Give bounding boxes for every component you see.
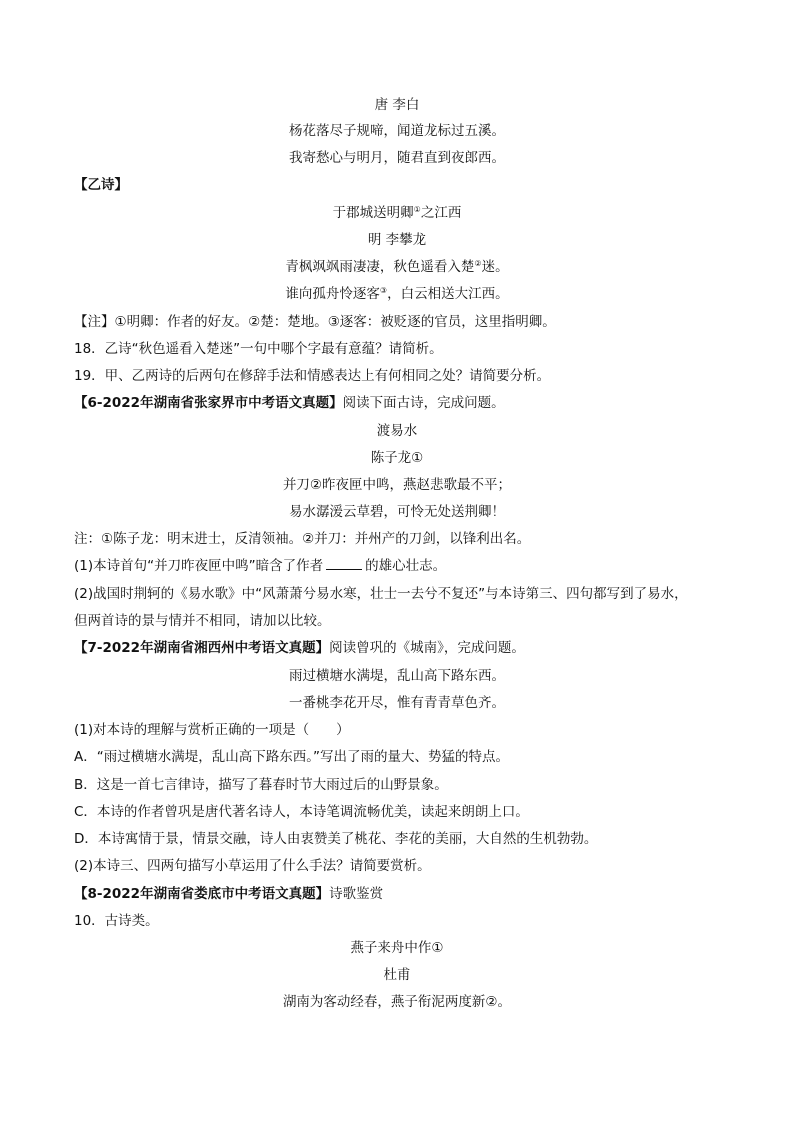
section-8-category: 10．古诗类。 (74, 913, 159, 929)
section-6-title: 渡易水 (376, 423, 418, 439)
poem-yi-author: 明 李攀龙 (367, 232, 427, 248)
poem-jia-line-2: 我寄愁心与明月，随君直到夜郎西。 (289, 150, 505, 166)
option-d: D．本诗寓情于景，情景交融，诗人由衷赞美了桃花、李花的美丽，大自然的生机勃勃。 (74, 831, 598, 847)
poem-jia-author: 唐 李白 (374, 97, 420, 113)
section-6-q2-line-2: 但两首诗的景与情并不相同，请加以比较。 (74, 613, 331, 629)
section-7-heading: 【7-2022年湖南省湘西州中考语文真题】阅读曾巩的《城南》，完成问题。 (74, 640, 525, 656)
poem-yi-line-1: 青枫飒飒雨凄凄，秋色遥看入楚②迷。 (285, 259, 509, 275)
option-c: C．本诗的作者曾巩是唐代著名诗人，本诗笔调流畅优美，读起来朗朗上口。 (74, 804, 529, 820)
option-b: B．这是一首七言律诗，描写了暮春时节大雨过后的山野景象。 (74, 777, 448, 793)
question-19: 19．甲、乙两诗的后两句在修辞手法和情感表达上有何相同之处？请简要分析。 (74, 368, 551, 384)
section-8-author: 杜甫 (383, 967, 411, 983)
footnote-marker: ① (413, 205, 421, 214)
section-7-line-1: 雨过横塘水满堤，乱山高下路东西。 (289, 668, 505, 684)
section-6-heading: 【6-2022年湖南省张家界市中考语文真题】阅读下面古诗，完成问题。 (74, 395, 505, 411)
section-6-line-2: 易水潺湲云草碧，可怜无处送荆卿！ (289, 504, 505, 520)
section-6-line-1: 并刀②昨夜匣中鸣，燕赵悲歌最不平； (282, 477, 512, 493)
poem-yi-title: 于郡城送明卿①之江西 (332, 205, 462, 221)
option-a: A．“雨过横塘水满堤，乱山高下路东西。”写出了雨的量大、势猛的特点。 (74, 749, 509, 765)
section-6-q2-line-1: (2)战国时荆轲的《易水歌》中“风萧萧兮易水寒，壮士一去兮不复还”与本诗第三、四句都写到了易水， (74, 586, 688, 602)
footnote-marker: ③ (379, 286, 388, 295)
section-6-q1: (1)本诗首句“并刀昨夜匣中鸣”暗含了作者 的雄心壮志。 (74, 558, 447, 574)
footnote-marker: ② (474, 259, 482, 268)
section-8-source: 【8-2022年湖南省娄底市中考语文真题】 (74, 886, 330, 902)
section-7-line-2: 一番桃李花开尽，惟有青青草色齐。 (289, 695, 505, 711)
section-7-source: 【7-2022年湖南省湘西州中考语文真题】 (74, 640, 330, 656)
poem-yi-note: 【注】①明卿：作者的好友。②楚：楚地。③逐客：被贬逐的官员，这里指明卿。 (74, 314, 556, 330)
answer-blank (326, 558, 362, 570)
section-7-q2: (2)本诗三、四两句描写小草运用了什么手法？请简要赏析。 (74, 858, 431, 874)
section-8-line-1: 湖南为客动经春，燕子衔泥两度新②。 (282, 994, 512, 1010)
poem-yi-label: 【乙诗】 (74, 177, 128, 193)
section-6-source: 【6-2022年湖南省张家界市中考语文真题】 (74, 395, 343, 411)
poem-jia-line-1: 杨花落尽子规啼，闻道龙标过五溪。 (289, 123, 505, 139)
section-7-q1: (1)对本诗的理解与赏析正确的一项是（ ） (74, 722, 350, 738)
section-8-heading: 【8-2022年湖南省娄底市中考语文真题】诗歌鉴赏 (74, 886, 384, 902)
section-8-title: 燕子来舟中作① (350, 940, 444, 956)
section-6-author: 陈子龙① (370, 450, 424, 466)
poem-yi-line-2: 谁向孤舟怜逐客③，白云相送大江西。 (285, 286, 509, 302)
section-6-note: 注：①陈子龙：明末进士，反清领袖。②并刀：并州产的刀剑，以锋利出名。 (74, 531, 531, 547)
question-18: 18．乙诗“秋色遥看入楚迷”一句中哪个字最有意蕴？请简析。 (74, 341, 443, 357)
